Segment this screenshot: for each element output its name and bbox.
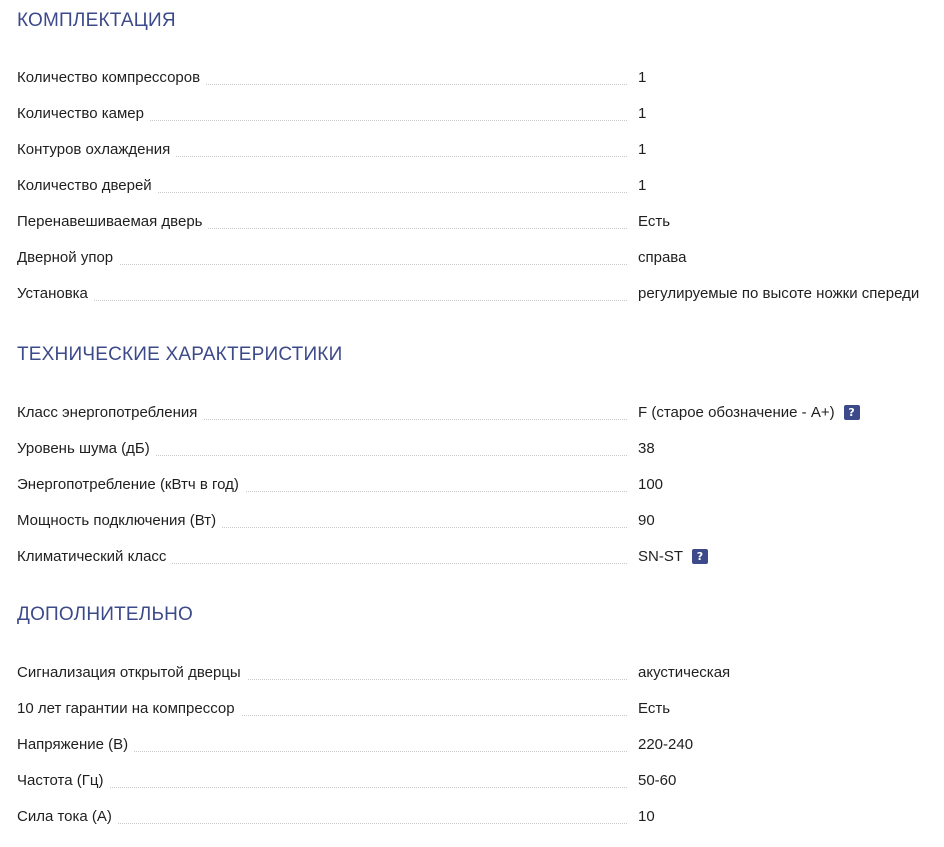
spec-row [17,538,944,574]
section-technical [17,343,944,574]
spec-label: Уровень шума (дБ) [17,440,156,457]
spec-label: Сигнализация открытой дверцы [17,664,247,681]
spec-label: Количество камер [17,105,150,122]
spec-row [17,394,944,430]
spec-rows [17,654,944,834]
spec-row [17,131,944,167]
spec-rows [17,394,944,574]
spec-label: Перенавешиваемая дверь [17,213,208,230]
spec-value: 10 [638,807,655,825]
spec-label: Частота (Гц) [17,772,109,789]
spec-rows [17,59,944,311]
spec-label: Дверной упор [17,249,119,266]
dotted-leader [17,300,627,301]
help-icon[interactable]: ? [692,549,708,564]
spec-value: 1 [638,104,647,122]
spec-value: 1 [638,176,647,194]
spec-label: Напряжение (В) [17,736,134,753]
spec-value: 100 [638,475,664,493]
spec-label: Контуров охлаждения [17,141,176,158]
spec-row [17,726,944,762]
spec-label: Энергопотребление (кВтч в год) [17,476,245,493]
spec-value: Есть [638,699,671,717]
spec-row [17,239,944,275]
spec-row [17,95,944,131]
spec-value: 90 [638,511,655,529]
spec-row [17,762,944,798]
spec-row [17,502,944,538]
section-title: КОМПЛЕКТАЦИЯ [17,10,176,31]
spec-row [17,203,944,239]
spec-value: SN-ST ? [638,548,708,565]
spec-value: 50-60 [638,771,677,789]
spec-row [17,466,944,502]
spec-label: Сила тока (А) [17,808,118,825]
spec-row [17,167,944,203]
spec-label: Климатический класс [17,548,172,565]
spec-value: регулируемые по высоте ножки спереди [638,284,920,302]
spec-row [17,798,944,834]
section-equipment [17,9,944,311]
spec-value: 1 [638,68,647,86]
spec-label: Количество компрессоров [17,69,206,86]
spec-value: Есть [638,212,671,230]
spec-row [17,690,944,726]
spec-value: F (старое обозначение - A+) ? [638,404,860,421]
spec-label: 10 лет гарантии на компрессор [17,700,241,717]
spec-label: Класс энергопотребления [17,404,203,421]
section-title: ТЕХНИЧЕСКИЕ ХАРАКТЕРИСТИКИ [17,344,343,365]
section-title: ДОПОЛНИТЕЛЬНО [17,604,194,625]
spec-label: Количество дверей [17,177,158,194]
spec-label: Мощность подключения (Вт) [17,512,222,529]
spec-row [17,59,944,95]
spec-value: 38 [638,439,655,457]
spec-value: 1 [638,140,647,158]
spec-row [17,275,944,311]
spec-row [17,430,944,466]
spec-row [17,654,944,690]
section-additional [17,603,944,834]
spec-value: 220-240 [638,735,694,753]
spec-label: Установка [17,285,94,302]
help-icon[interactable]: ? [844,405,860,420]
spec-value: справа [638,248,687,266]
spec-value: акустическая [638,663,731,681]
